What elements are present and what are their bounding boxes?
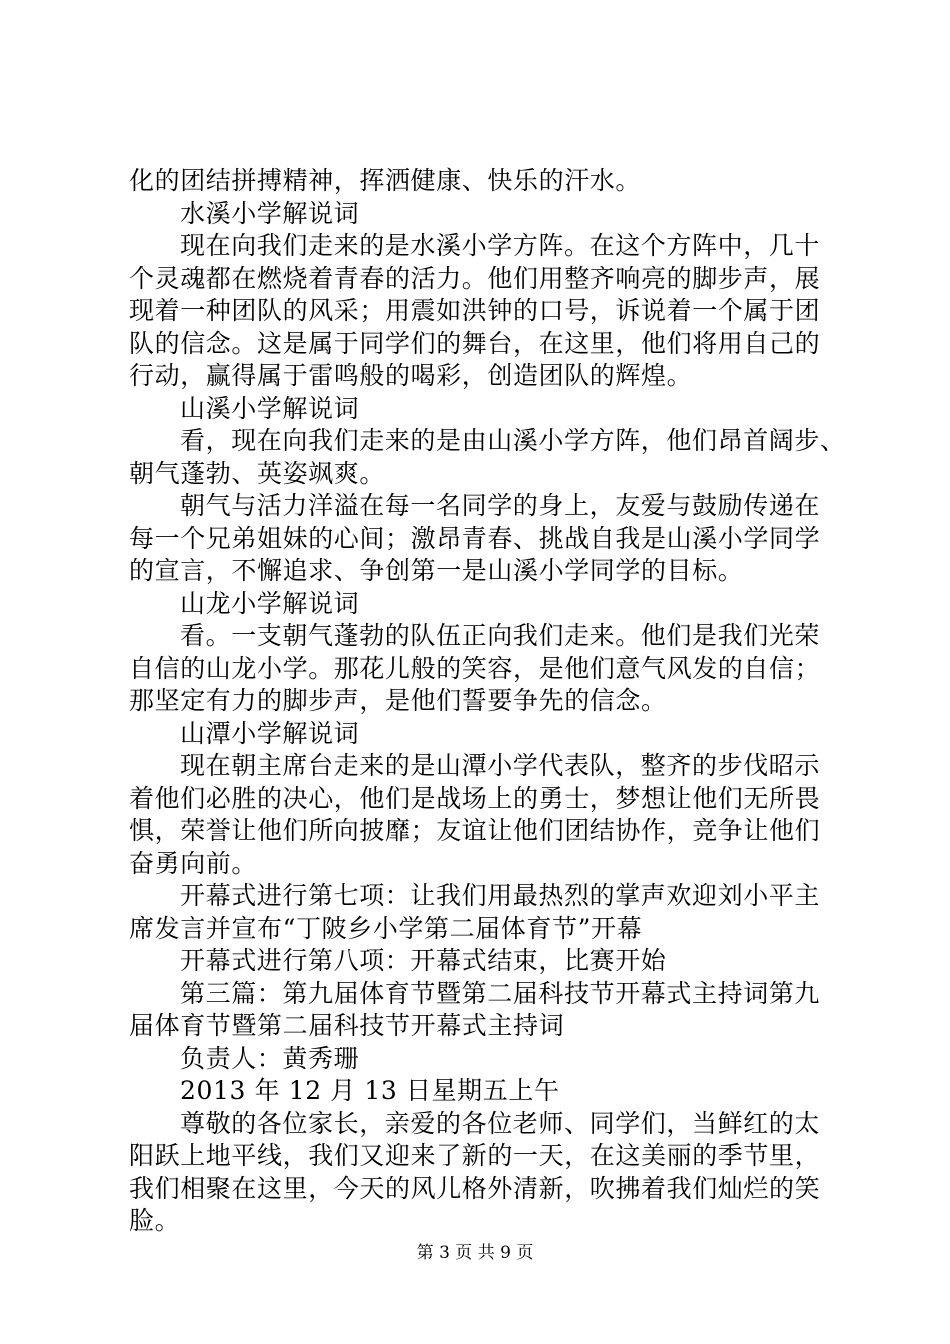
text-line: 化的团结拼搏精神，挥洒健康、快乐的汗水。 [129,166,642,195]
text-line: 朝气蓬勃、英姿飒爽。 [129,458,386,488]
text-line: 2013 年 12 月 13 日星期五上午 [180,1076,560,1105]
text-line: 届体育节暨第二届科技节开幕式主持词 [129,1011,565,1040]
text-line: 负责人：黄秀珊 [180,1043,360,1073]
text-line: 行动，赢得属于雷鸣般的喝彩，创造团队的辉煌。 [129,361,693,390]
text-line: 现着一种团队的风采；用震如洪钟的口号，诉说着一个属于团 [129,296,821,325]
text-line: 脸。 [129,1206,181,1235]
text-line: 第三篇：第九届体育节暨第二届科技节开幕式主持词第九 [180,978,821,1008]
text-line: 阳跃上地平线，我们又迎来了新的一天，在这美丽的季节里， [129,1141,821,1170]
text-line: 现在朝主席台走来的是山潭小学代表队，整齐的步伐昭示 [180,751,821,780]
text-line: 自信的山龙小学。那花儿般的笑容，是他们意气风发的自信； [129,653,821,683]
text-line: 每一个兄弟姐妹的心间；激昂青春、挑战自我是山溪小学同学 [129,523,821,553]
text-line: 个灵魂都在燃烧着青春的活力。他们用整齐响亮的脚步声，展 [129,263,821,293]
text-line: 惧，荣誉让他们所向披靡；友谊让他们团结协作，竞争让他们 [129,816,821,845]
text-line: 队的信念。这是属于同学们的舞台，在这里，他们将用自己的 [129,328,821,358]
text-line: 着他们必胜的决心，他们是战场上的勇士，梦想让他们无所畏 [129,783,821,813]
text-line: 看。一支朝气蓬勃的队伍正向我们走来。他们是我们光荣 [180,621,821,650]
text-line: 席发言并宣布“丁陂乡小学第二届体育节”开幕 [129,913,643,943]
text-line: 山潭小学解说词 [180,718,360,748]
text-line: 那坚定有力的脚步声，是他们誓要争先的信念。 [129,686,667,715]
text-line: 朝气与活力洋溢在每一名同学的身上，友爱与鼓励传递在 [180,491,821,520]
text-line: 山溪小学解说词 [180,393,360,423]
text-line: 看，现在向我们走来的是由山溪小学方阵，他们昂首阔步、 [180,426,846,455]
text-line: 我们相聚在这里，今天的风儿格外清新，吹拂着我们灿烂的笑 [129,1173,821,1203]
document-body [129,165,846,1238]
text-line: 尊敬的各位家长，亲爱的各位老师、同学们，当鲜红的太 [180,1108,821,1138]
text-line: 山龙小学解说词 [180,588,360,618]
text-line: 奋勇向前。 [129,848,258,878]
text-line: 现在向我们走来的是水溪小学方阵。在这个方阵中，几十 [180,231,821,260]
text-line: 开幕式进行第八项：开幕式结束，比赛开始 [180,946,667,975]
text-line: 开幕式进行第七项：让我们用最热烈的掌声欢迎刘小平主 [180,881,821,910]
text-line: 水溪小学解说词 [180,198,360,228]
text-line: 的宣言，不懈追求、争创第一是山溪小学同学的目标。 [129,556,744,585]
page-footer: 第 3 页 共 9 页 [416,1243,534,1263]
